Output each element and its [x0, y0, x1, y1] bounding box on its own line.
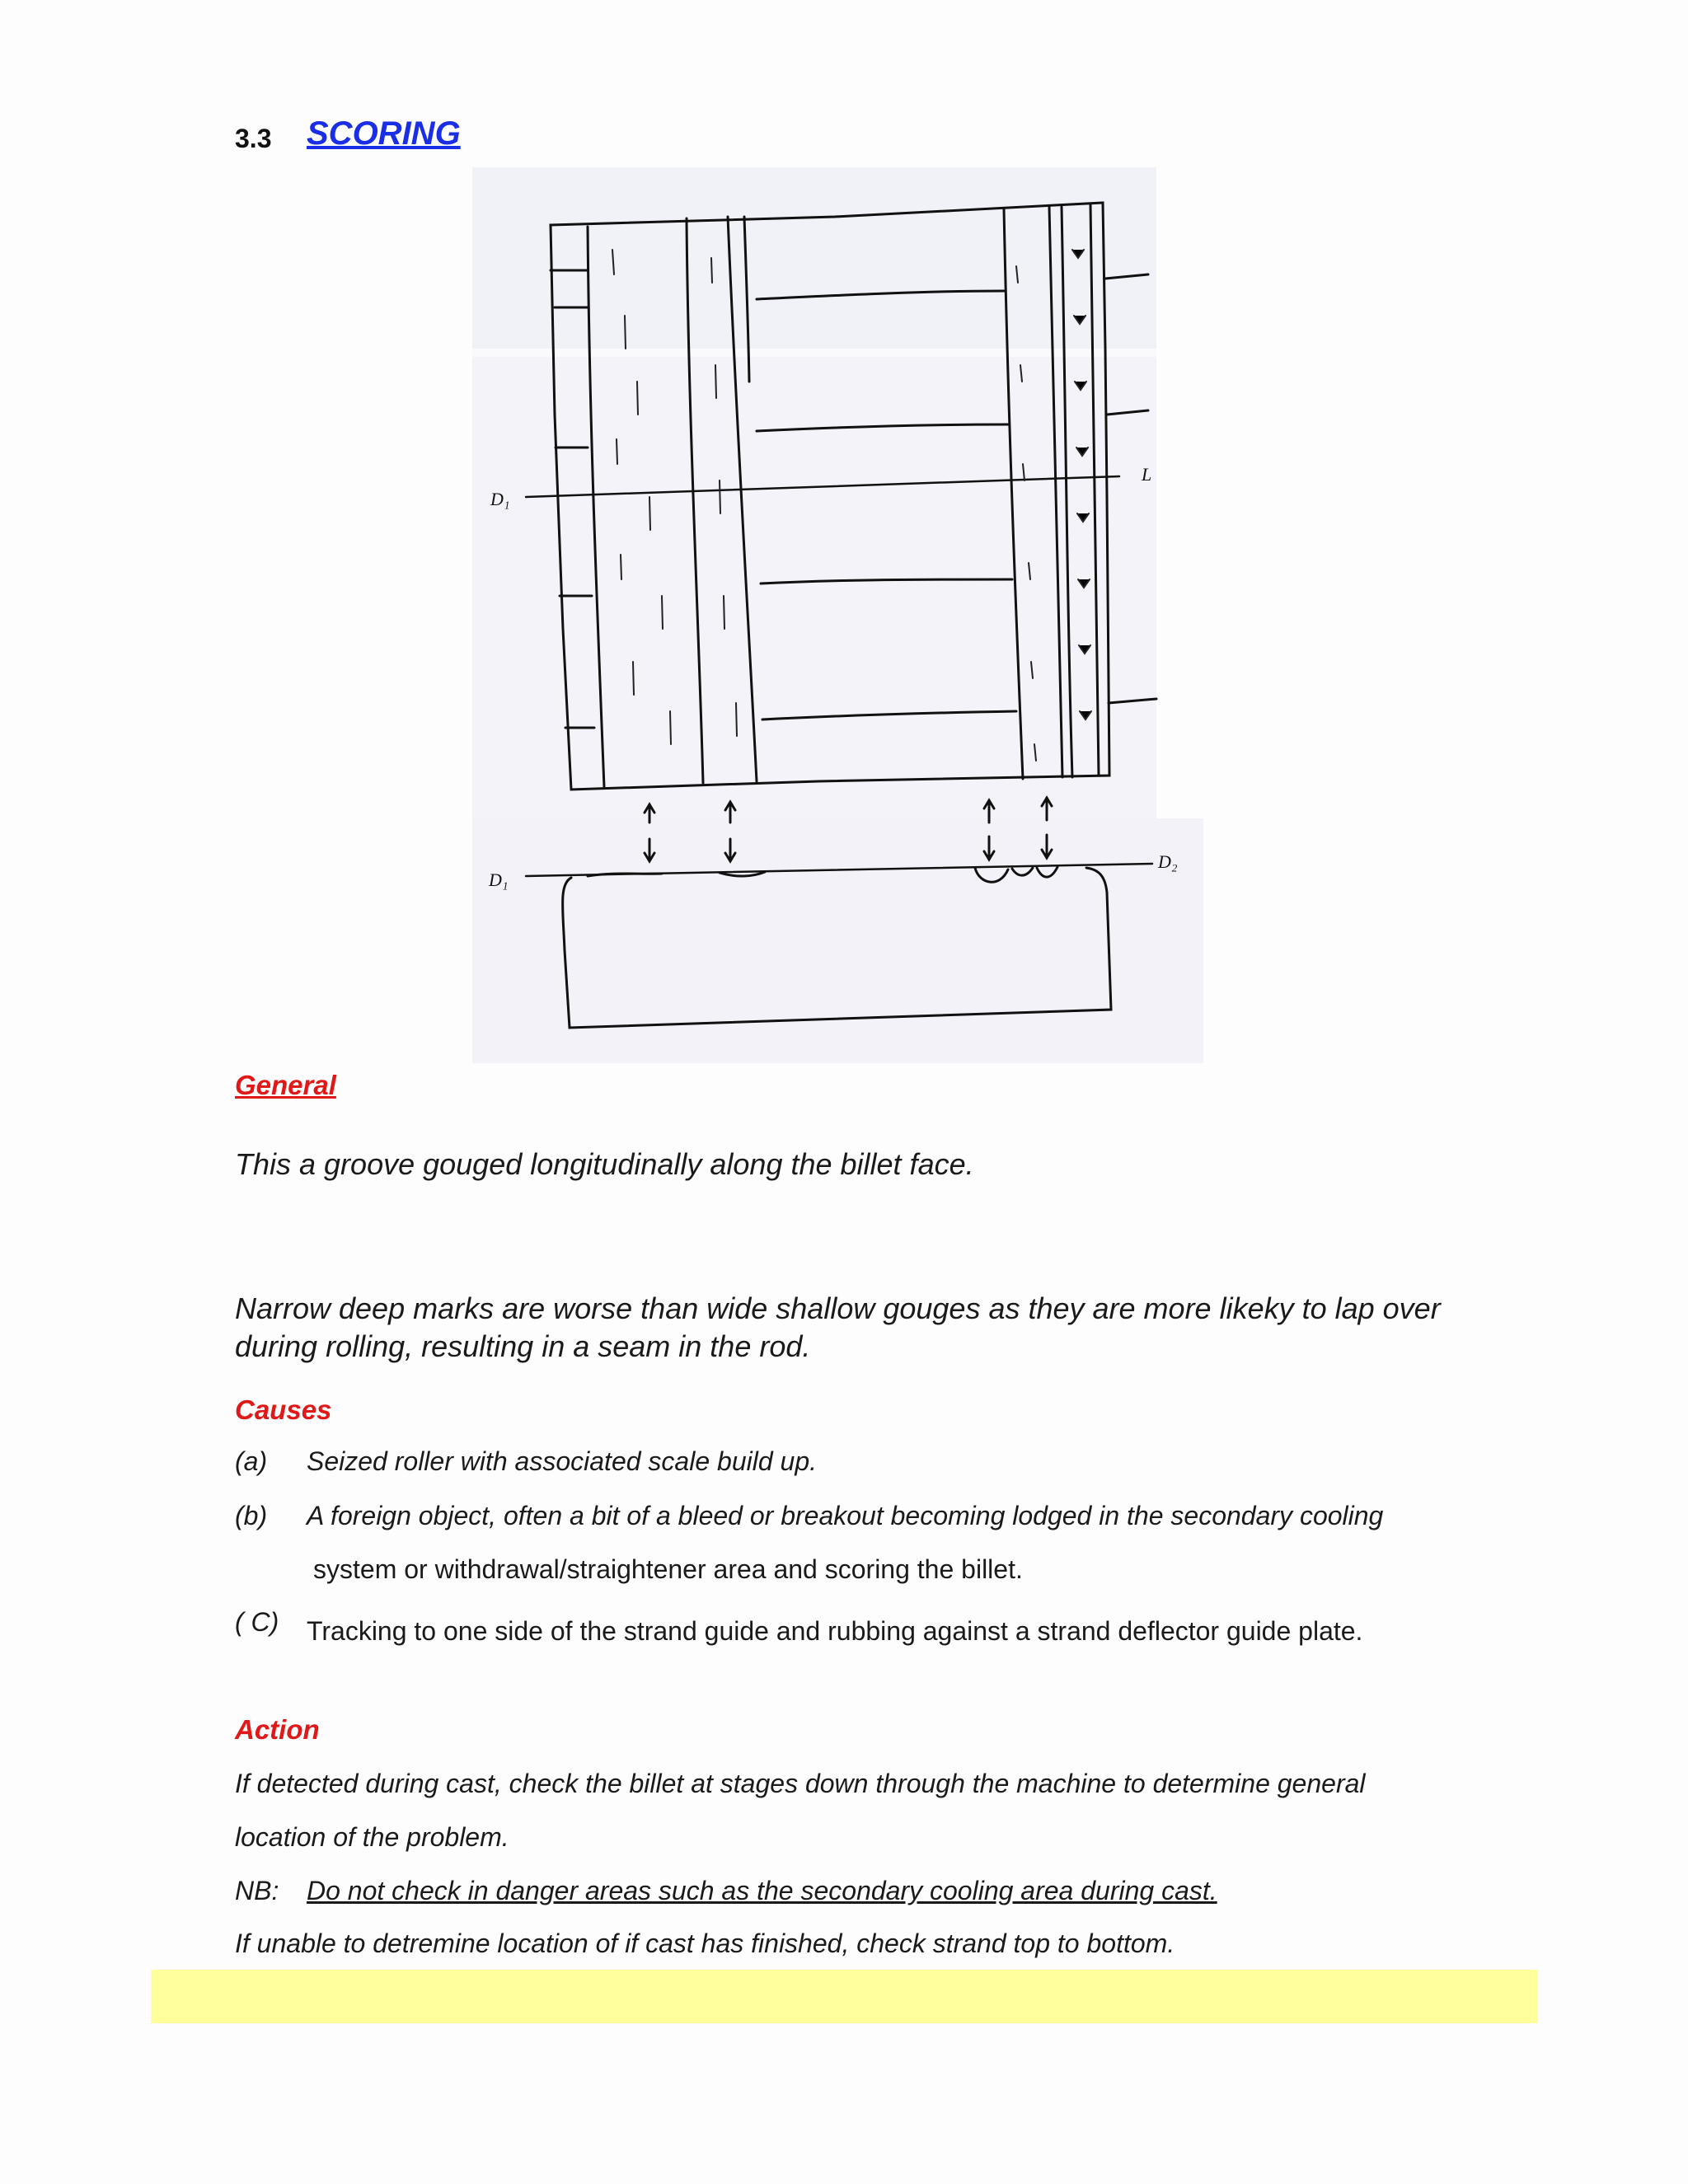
cause-c-text: Tracking to one side of the strand guide and rubbing against a strand deflector guide plate. — [307, 1616, 1363, 1646]
general-heading: General — [235, 1070, 336, 1100]
cause-b-text: A foreign object, often a bit of a bleed or breakout becoming lodged in the secondary cooling — [307, 1501, 1384, 1530]
label-l: L — [1142, 464, 1152, 485]
cause-b-label: (b) — [235, 1501, 268, 1530]
cause-b-text-cont: system or withdrawal/straightener area and scoring the billet. — [313, 1554, 1023, 1584]
causes-heading: Causes — [235, 1394, 332, 1425]
section-title-link[interactable]: SCORING — [307, 115, 461, 152]
scoring-sketch — [472, 167, 1203, 1063]
label-d1-bottom: D₁ — [489, 869, 509, 890]
action-heading: Action — [235, 1714, 320, 1745]
cause-c-label: ( C) — [235, 1607, 279, 1637]
nb-label: NB: — [235, 1876, 279, 1905]
label-d2: D₂ — [1158, 851, 1178, 872]
general-para-2-line-1: Narrow deep marks are worse than wide shallow gouges as they are more likeky to lap over — [235, 1291, 1441, 1325]
cause-a-label: (a) — [235, 1446, 268, 1476]
nb-warning-text: Do not check in danger areas such as the secondary cooling area during cast. — [307, 1876, 1217, 1905]
action-line-1: If detected during cast, check the billet at stages down through the machine to determine general — [235, 1769, 1366, 1798]
label-d1-top: D₁ — [490, 489, 510, 509]
scoring-diagram — [472, 167, 1203, 1063]
general-para-2-line-2: during rolling, resulting in a seam in the rod. — [235, 1329, 811, 1363]
section-number: 3.3 — [235, 124, 272, 153]
yellow-highlight-band — [151, 1970, 1538, 2023]
general-para-1: This a groove gouged longitudinally along the billet face. — [235, 1147, 974, 1181]
action-line-2: location of the problem. — [235, 1822, 509, 1852]
action-line-3: If unable to detremine location of if cast has finished, check strand top to bottom. — [235, 1929, 1175, 1958]
cause-a-text: Seized roller with associated scale build up. — [307, 1446, 817, 1476]
